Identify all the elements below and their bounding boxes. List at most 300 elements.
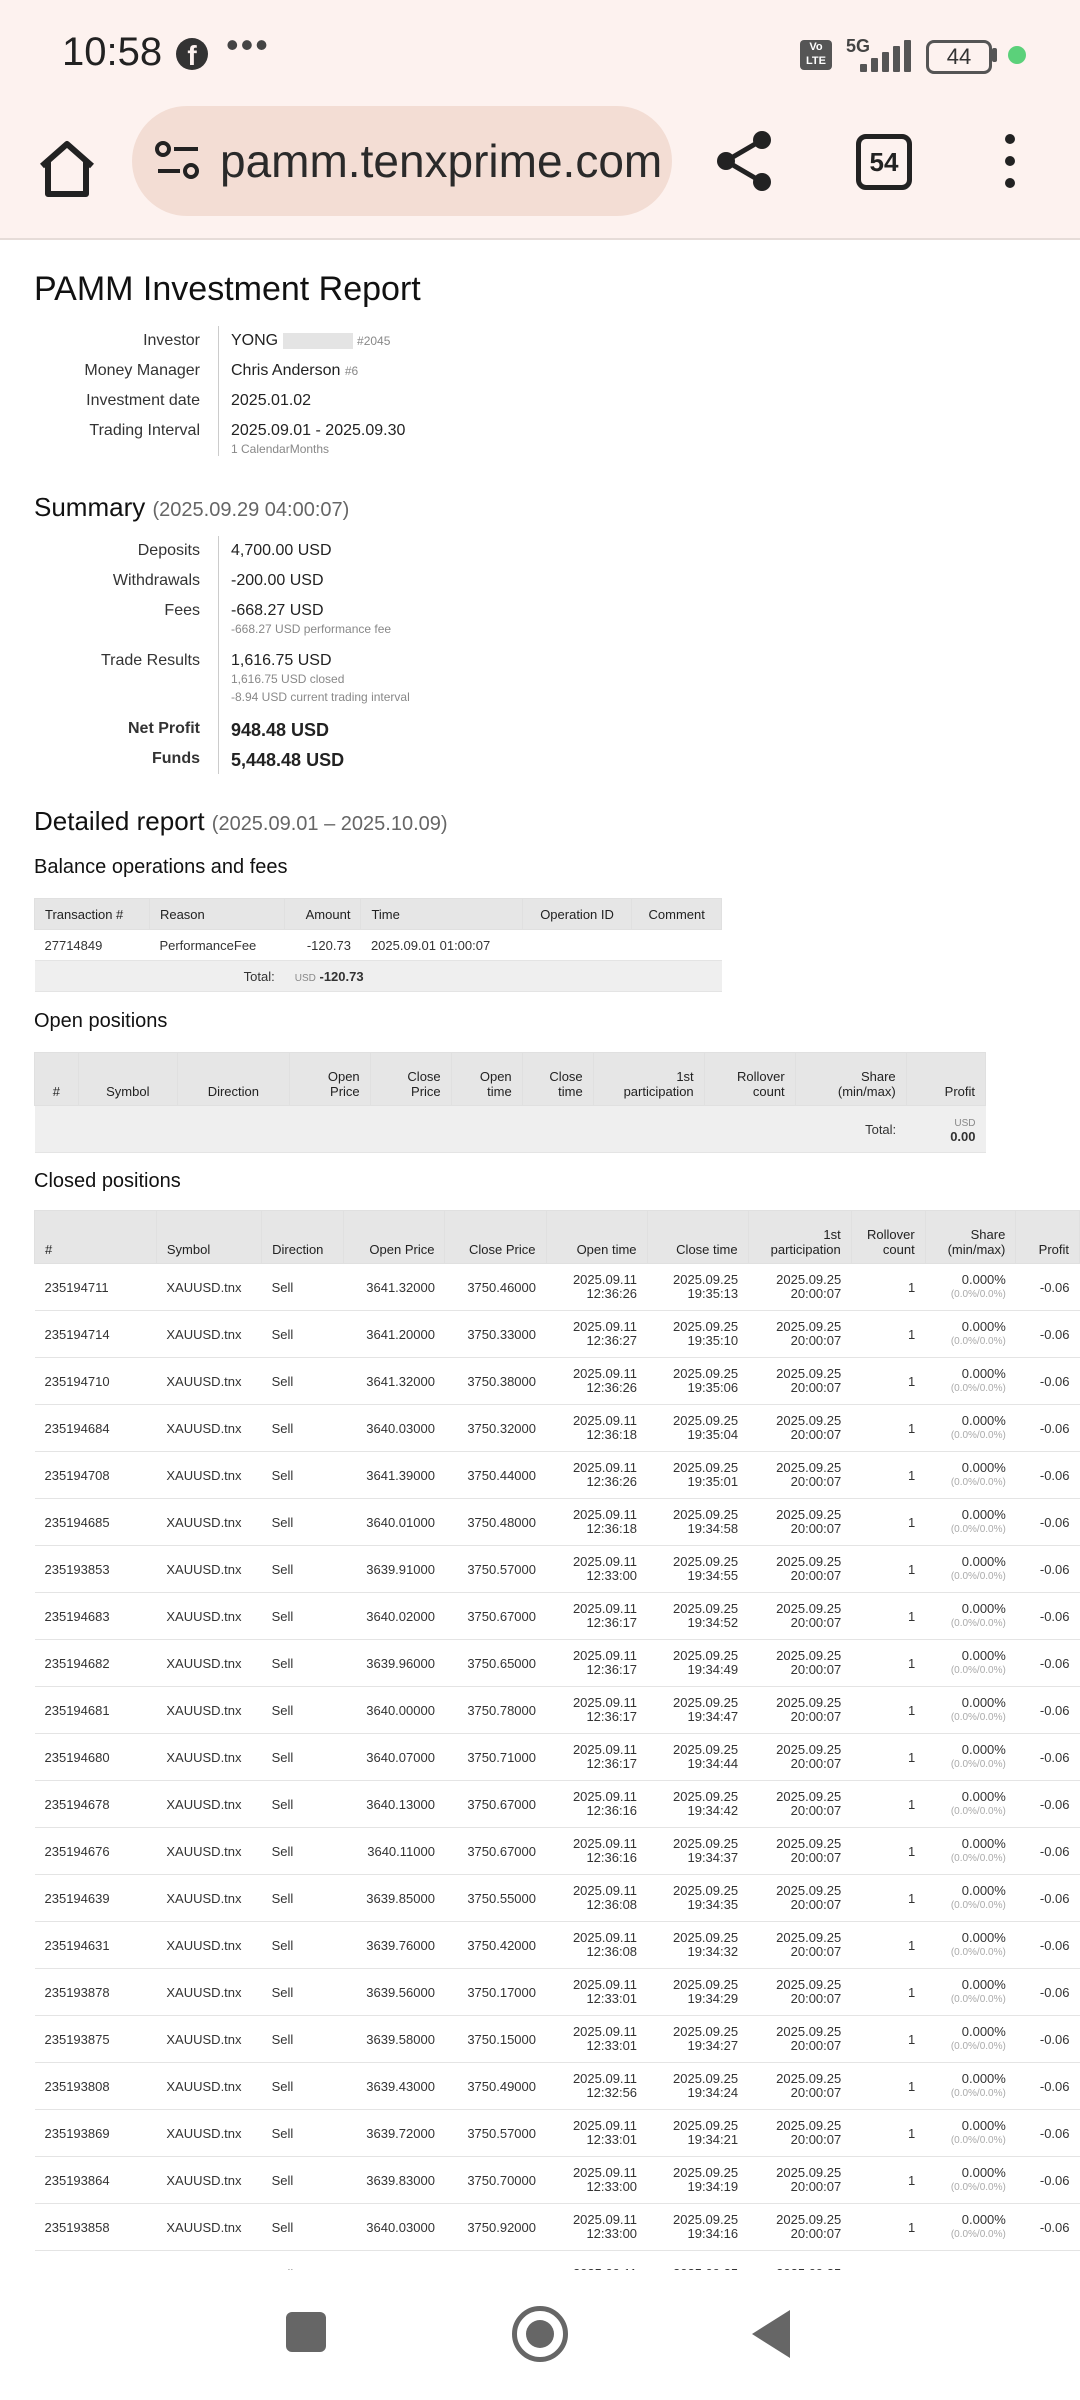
cell-direction: Sell <box>262 2110 344 2157</box>
home-button[interactable] <box>512 2306 568 2362</box>
cell-share: 0.000% (0.0%/0.0%) <box>925 2063 1016 2110</box>
summary-timestamp: (2025.09.29 04:00:07) <box>152 499 350 521</box>
cell-id: 235194708 <box>35 1452 157 1499</box>
cell-direction: Sell <box>262 1311 344 1358</box>
cell-profit: -0.06 <box>1016 1640 1080 1687</box>
col-direction: Direction <box>262 1211 344 1264</box>
closed-positions-table <box>34 1210 1080 2298</box>
cell-open-price: 3640.03000 <box>344 2204 445 2251</box>
cell-rollover: 1 <box>851 1311 925 1358</box>
cell-open-time: 2025.09.11 12:36:17 <box>546 1734 647 1781</box>
table-row <box>35 1405 1080 1452</box>
cell-close-time: 2025.09.25 19:34:27 <box>647 2016 748 2063</box>
open-positions-table <box>34 1052 986 1153</box>
cell-direction: Sell <box>262 1546 344 1593</box>
cell-open-time: 2025.09.11 12:36:17 <box>546 1640 647 1687</box>
col-id: # <box>35 1053 79 1106</box>
cell-profit: -0.06 <box>1016 1358 1080 1405</box>
cell-profit: -0.06 <box>1016 1687 1080 1734</box>
table-row <box>35 1499 1080 1546</box>
cell-participation: 2025.09.25 20:00:07 <box>748 1734 851 1781</box>
cell-close-price: 3750.44000 <box>445 1452 546 1499</box>
cell-open-price: 3640.11000 <box>344 1828 445 1875</box>
table-row <box>35 2063 1080 2110</box>
cell-rollover: 1 <box>851 1734 925 1781</box>
cell-participation: 2025.09.25 20:00:07 <box>748 1452 851 1499</box>
manager-label: Money Manager <box>84 362 200 379</box>
funds-value: 5,448.48 USD <box>231 750 345 770</box>
cell-profit: -0.06 <box>1016 1781 1080 1828</box>
col-share: Share (min/max) <box>925 1211 1016 1264</box>
cell-open-time: 2025.09.11 12:33:01 <box>546 1969 647 2016</box>
cell-id: 235194684 <box>35 1405 157 1452</box>
cell-direction: Sell <box>262 1452 344 1499</box>
cell-share: 0.000% (0.0%/0.0%) <box>925 1264 1016 1311</box>
cell-close-price: 3750.57000 <box>445 1546 546 1593</box>
trading-interval: 2025.09.01 - 2025.09.30 <box>231 422 406 439</box>
cell-share: 0.000% (0.0%/0.0%) <box>925 1499 1016 1546</box>
cell-share: 0.000% (0.0%/0.0%) <box>925 1969 1016 2016</box>
cell-close-time: 2025.09.25 19:34:37 <box>647 1828 748 1875</box>
cell-participation: 2025.09.25 20:00:07 <box>748 2063 851 2110</box>
cell-open-time: 2025.09.11 12:36:26 <box>546 1358 647 1405</box>
cell: 27714849 <box>35 930 150 961</box>
cell-open-time: 2025.09.11 12:33:01 <box>546 2110 647 2157</box>
investment-date: 2025.01.02 <box>231 392 312 409</box>
cell-close-time: 2025.09.25 19:34:52 <box>647 1593 748 1640</box>
cell-participation: 2025.09.25 20:00:07 <box>748 1781 851 1828</box>
cell-profit: -0.06 <box>1016 1593 1080 1640</box>
cell: 2025.09.01 01:00:07 <box>361 930 522 961</box>
cell-rollover: 1 <box>851 2110 925 2157</box>
cell-participation: 2025.09.25 20:00:07 <box>748 1264 851 1311</box>
cell-id: 235194683 <box>35 1593 157 1640</box>
cell-close-price: 3750.46000 <box>445 1264 546 1311</box>
cell-direction: Sell <box>262 1593 344 1640</box>
cell-symbol: XAUUSD.tnx <box>156 2016 261 2063</box>
cell-share: 0.000% (0.0%/0.0%) <box>925 2157 1016 2204</box>
cell-open-time: 2025.09.11 12:36:26 <box>546 1452 647 1499</box>
cell-close-time: 2025.09.25 19:34:42 <box>647 1781 748 1828</box>
table-row <box>35 1264 1080 1311</box>
cell-symbol: XAUUSD.tnx <box>156 1405 261 1452</box>
cell-close-price: 3750.48000 <box>445 1499 546 1546</box>
cell-share: 0.000% (0.0%/0.0%) <box>925 1311 1016 1358</box>
overflow-menu-icon[interactable] <box>1000 134 1020 190</box>
col-close-time: Close time <box>647 1211 748 1264</box>
cell-close-price: 3750.42000 <box>445 1922 546 1969</box>
table-row <box>35 1828 1080 1875</box>
table-row <box>35 1546 1080 1593</box>
table-row <box>35 1640 1080 1687</box>
fees-value: -668.27 USD <box>231 602 324 619</box>
summary-title: Summary (2025.09.29 04:00:07) <box>34 492 350 522</box>
trade-results-label: Trade Results <box>101 652 200 669</box>
col-reason: Reason <box>149 899 284 930</box>
cell-close-time: 2025.09.25 19:34:16 <box>647 2204 748 2251</box>
cell-symbol: XAUUSD.tnx <box>156 1499 261 1546</box>
cell-rollover: 1 <box>851 1405 925 1452</box>
col-close-time: Close time <box>522 1053 593 1106</box>
cell-close-time: 2025.09.25 19:34:44 <box>647 1734 748 1781</box>
cell-close-time: 2025.09.25 19:34:35 <box>647 1875 748 1922</box>
cell-open-time: 2025.09.11 12:33:01 <box>546 2016 647 2063</box>
cell-profit: -0.06 <box>1016 1499 1080 1546</box>
closed-positions-title: Closed positions <box>34 1170 181 1192</box>
total-value: 0.00 <box>950 1129 976 1144</box>
cell-open-time: 2025.09.11 12:36:08 <box>546 1922 647 1969</box>
cell-rollover: 1 <box>851 2016 925 2063</box>
cell-open-time: 2025.09.11 12:36:18 <box>546 1499 647 1546</box>
cell-profit: -0.06 <box>1016 1311 1080 1358</box>
cell <box>522 930 632 961</box>
cell-open-price: 3640.03000 <box>344 1405 445 1452</box>
cell-close-price: 3750.67000 <box>445 1781 546 1828</box>
cell-direction: Sell <box>262 1781 344 1828</box>
cell-id: 235194639 <box>35 1875 157 1922</box>
cell-direction: Sell <box>262 2016 344 2063</box>
col-open-time: Open time <box>546 1211 647 1264</box>
cell-close-price: 3750.71000 <box>445 1734 546 1781</box>
cell-symbol: XAUUSD.tnx <box>156 2063 261 2110</box>
home-icon[interactable] <box>34 136 100 202</box>
cell-open-price: 3641.32000 <box>344 1358 445 1405</box>
table-row <box>35 1311 1080 1358</box>
cell-participation: 2025.09.25 20:00:07 <box>748 2204 851 2251</box>
cell-close-time: 2025.09.25 19:34:29 <box>647 1969 748 2016</box>
cell-open-price: 3639.91000 <box>344 1546 445 1593</box>
col-transaction: Transaction # <box>35 899 150 930</box>
summary-info <box>34 542 634 780</box>
cell-symbol: XAUUSD.tnx <box>156 2110 261 2157</box>
balance-total-row <box>35 961 722 992</box>
col-time: Time <box>361 899 522 930</box>
cell-id: 235194710 <box>35 1358 157 1405</box>
cell-open-price: 3639.58000 <box>344 2016 445 2063</box>
more-notifications-icon: ••• <box>226 24 270 65</box>
col-profit: Profit <box>1016 1211 1080 1264</box>
investor-id: #2045 <box>357 334 391 348</box>
table-row <box>35 1734 1080 1781</box>
page-content <box>0 240 1080 2270</box>
redacted-block <box>283 333 353 349</box>
cell-open-time: 2025.09.11 12:36:17 <box>546 1593 647 1640</box>
cell-id: 235193864 <box>35 2157 157 2204</box>
cell-open-price: 3641.20000 <box>344 1311 445 1358</box>
cell-share: 0.000% (0.0%/0.0%) <box>925 1781 1016 1828</box>
cell-participation: 2025.09.25 20:00:07 <box>748 1828 851 1875</box>
col-participation: 1st participation <box>748 1211 851 1264</box>
open-positions-title: Open positions <box>34 1010 168 1032</box>
cell-symbol: XAUUSD.tnx <box>156 1969 261 2016</box>
col-direction: Direction <box>178 1053 290 1106</box>
manager-name: Chris Anderson <box>231 362 341 379</box>
cell-id: 235193875 <box>35 2016 157 2063</box>
cell-profit: -0.06 <box>1016 1264 1080 1311</box>
cell-share: 0.000% (0.0%/0.0%) <box>925 1828 1016 1875</box>
cell-rollover: 1 <box>851 1593 925 1640</box>
cell-id: 235193853 <box>35 1546 157 1593</box>
net-profit-label: Net Profit <box>128 720 200 737</box>
funds-label: Funds <box>152 750 200 767</box>
col-rollover: Rollover count <box>704 1053 795 1106</box>
cell-open-price: 3639.96000 <box>344 1640 445 1687</box>
cell-rollover: 1 <box>851 1922 925 1969</box>
cell-direction: Sell <box>262 1358 344 1405</box>
network-type: 5G <box>846 36 871 56</box>
table-row <box>35 1358 1080 1405</box>
cell-close-price: 3750.32000 <box>445 1405 546 1452</box>
col-symbol: Symbol <box>156 1211 261 1264</box>
cell-direction: Sell <box>262 1264 344 1311</box>
cell-open-time: 2025.09.11 12:33:00 <box>546 1546 647 1593</box>
cell-rollover: 1 <box>851 1875 925 1922</box>
table-row <box>35 1969 1080 2016</box>
closed-positions-body <box>35 1264 1080 2298</box>
investor-info <box>34 332 634 456</box>
cell-participation: 2025.09.25 20:00:07 <box>748 1922 851 1969</box>
cell-close-price: 3750.57000 <box>445 2110 546 2157</box>
cell-participation: 2025.09.25 20:00:07 <box>748 2016 851 2063</box>
col-open-price: Open Price <box>344 1211 445 1264</box>
cell-rollover: 1 <box>851 2204 925 2251</box>
total-label: Total: <box>35 1106 907 1153</box>
cell-close-price: 3750.67000 <box>445 1593 546 1640</box>
cell-close-time: 2025.09.25 19:34:19 <box>647 2157 748 2204</box>
table-row <box>35 2016 1080 2063</box>
cell-share: 0.000% (0.0%/0.0%) <box>925 1875 1016 1922</box>
col-share: Share (min/max) <box>795 1053 906 1106</box>
table-row <box>35 1452 1080 1499</box>
cell-open-time: 2025.09.11 12:32:56 <box>546 2063 647 2110</box>
cell-symbol: XAUUSD.tnx <box>156 1546 261 1593</box>
detailed-report-range: (2025.09.01 – 2025.10.09) <box>211 813 448 835</box>
cell-id: 235194681 <box>35 1687 157 1734</box>
cell-symbol: XAUUSD.tnx <box>156 1640 261 1687</box>
cell-close-price: 3750.92000 <box>445 2204 546 2251</box>
site-settings-icon[interactable] <box>154 140 202 180</box>
cell-close-time: 2025.09.25 19:34:47 <box>647 1687 748 1734</box>
investor-label: Investor <box>143 332 200 349</box>
net-profit-value: 948.48 USD <box>231 720 330 740</box>
cell-id: 235194676 <box>35 1828 157 1875</box>
cell-open-price: 3641.39000 <box>344 1452 445 1499</box>
back-button[interactable] <box>752 2310 790 2358</box>
cell-close-time: 2025.09.25 19:34:49 <box>647 1640 748 1687</box>
cell-open-price: 3640.02000 <box>344 1593 445 1640</box>
balance-header-row <box>35 899 722 930</box>
cell-profit: -0.06 <box>1016 1405 1080 1452</box>
cell-id: 235194714 <box>35 1311 157 1358</box>
cell-close-time: 2025.09.25 19:35:10 <box>647 1311 748 1358</box>
col-open-time: Open time <box>451 1053 522 1106</box>
cell-symbol: XAUUSD.tnx <box>156 1875 261 1922</box>
balance-row <box>35 930 722 961</box>
col-symbol: Symbol <box>78 1053 177 1106</box>
cell-id: 235193808 <box>35 2063 157 2110</box>
col-id: # <box>35 1211 157 1264</box>
cell-profit: -0.06 <box>1016 1734 1080 1781</box>
cell-open-price: 3640.13000 <box>344 1781 445 1828</box>
cell-direction: Sell <box>262 1734 344 1781</box>
cell-direction: Sell <box>262 1640 344 1687</box>
trade-closed-note: 1,616.75 USD closed <box>231 672 345 686</box>
cell-close-time: 2025.09.25 19:34:21 <box>647 2110 748 2157</box>
cell-profit: -0.06 <box>1016 2110 1080 2157</box>
address-bar[interactable] <box>132 106 672 216</box>
cell-open-time: 2025.09.11 12:36:17 <box>546 1687 647 1734</box>
investment-date-label: Investment date <box>86 392 200 409</box>
cell-rollover: 1 <box>851 1781 925 1828</box>
cell-close-price: 3750.67000 <box>445 1828 546 1875</box>
url-text[interactable]: pamm.tenxprime.com <box>220 135 663 187</box>
cell-participation: 2025.09.25 20:00:07 <box>748 2157 851 2204</box>
cell-symbol: XAUUSD.tnx <box>156 1311 261 1358</box>
table-row <box>35 2110 1080 2157</box>
table-row <box>35 1593 1080 1640</box>
total-value: -120.73 <box>319 968 364 984</box>
cell-symbol: XAUUSD.tnx <box>156 1922 261 1969</box>
cell-participation: 2025.09.25 20:00:07 <box>748 1546 851 1593</box>
open-total-row <box>35 1106 986 1153</box>
trade-interval-note: -8.94 USD current trading interval <box>231 690 410 704</box>
cell-rollover: 1 <box>851 1969 925 2016</box>
cell-profit: -0.06 <box>1016 2063 1080 2110</box>
cell-share: 0.000% (0.0%/0.0%) <box>925 1687 1016 1734</box>
cell-direction: Sell <box>262 1828 344 1875</box>
cell-participation: 2025.09.25 20:00:07 <box>748 1311 851 1358</box>
cell-direction: Sell <box>262 2157 344 2204</box>
table-row <box>35 2204 1080 2251</box>
cell-close-time: 2025.09.25 19:34:58 <box>647 1499 748 1546</box>
cell-share: 0.000% (0.0%/0.0%) <box>925 2110 1016 2157</box>
cell-participation: 2025.09.25 20:00:07 <box>748 1875 851 1922</box>
volte-icon: Vo LTE <box>800 40 832 70</box>
fees-note: -668.27 USD performance fee <box>231 622 392 636</box>
cell-rollover: 1 <box>851 1499 925 1546</box>
recents-button[interactable] <box>286 2312 326 2352</box>
cell-close-time: 2025.09.25 19:35:04 <box>647 1405 748 1452</box>
cell-symbol: XAUUSD.tnx <box>156 1828 261 1875</box>
investor-name: YONG <box>231 332 279 349</box>
cell-participation: 2025.09.25 20:00:07 <box>748 1969 851 2016</box>
total-currency: USD <box>294 972 316 984</box>
page-title: PAMM Investment Report <box>34 270 421 308</box>
cell-direction: Sell <box>262 1875 344 1922</box>
cell-share: 0.000% (0.0%/0.0%) <box>925 1405 1016 1452</box>
cell-profit: -0.06 <box>1016 1452 1080 1499</box>
battery-tip <box>992 48 997 62</box>
cell-direction: Sell <box>262 1922 344 1969</box>
system-nav-bar <box>0 2270 1080 2400</box>
deposits-value: 4,700.00 USD <box>231 542 332 559</box>
cell-rollover: 1 <box>851 2157 925 2204</box>
detailed-report-title: Detailed report (2025.09.01 – 2025.10.09) <box>34 806 448 836</box>
cell-rollover: 1 <box>851 1546 925 1593</box>
total-currency: USD <box>954 1118 976 1129</box>
cell-direction: Sell <box>262 2063 344 2110</box>
privacy-indicator-dot <box>1008 46 1026 64</box>
table-row <box>35 1922 1080 1969</box>
cell-close-price: 3750.38000 <box>445 1358 546 1405</box>
cell-open-price: 3640.01000 <box>344 1499 445 1546</box>
cell-close-price: 3750.70000 <box>445 2157 546 2204</box>
cell: PerformanceFee <box>149 930 284 961</box>
table-row <box>35 1875 1080 1922</box>
col-close-price: Close Price <box>445 1211 546 1264</box>
cell-open-price: 3640.07000 <box>344 1734 445 1781</box>
cell-close-price: 3750.78000 <box>445 1687 546 1734</box>
cell-close-time: 2025.09.25 19:34:24 <box>647 2063 748 2110</box>
cell-rollover: 1 <box>851 1828 925 1875</box>
cell-participation: 2025.09.25 20:00:07 <box>748 1640 851 1687</box>
cell-id: 235194682 <box>35 1640 157 1687</box>
cell-rollover: 1 <box>851 1358 925 1405</box>
cell <box>632 930 722 961</box>
closed-header-row <box>35 1211 1080 1264</box>
withdrawals-value: -200.00 USD <box>231 572 324 589</box>
cell-open-time: 2025.09.11 12:36:27 <box>546 1311 647 1358</box>
col-participation: 1st participation <box>593 1053 704 1106</box>
status-bar <box>0 0 1080 110</box>
cell-symbol: XAUUSD.tnx <box>156 1358 261 1405</box>
table-row <box>35 1781 1080 1828</box>
cell-close-time: 2025.09.25 19:34:32 <box>647 1922 748 1969</box>
cell-share: 0.000% (0.0%/0.0%) <box>925 1640 1016 1687</box>
cell-open-time: 2025.09.11 12:33:00 <box>546 2204 647 2251</box>
cell-close-time: 2025.09.25 19:35:06 <box>647 1358 748 1405</box>
cell-symbol: XAUUSD.tnx <box>156 1687 261 1734</box>
cell-direction: Sell <box>262 2204 344 2251</box>
signal-icon <box>850 38 914 72</box>
cell-share: 0.000% (0.0%/0.0%) <box>925 1922 1016 1969</box>
cell-participation: 2025.09.25 20:00:07 <box>748 1405 851 1452</box>
share-icon[interactable] <box>712 128 778 194</box>
cell-participation: 2025.09.25 20:00:07 <box>748 1593 851 1640</box>
cell-open-time: 2025.09.11 12:36:16 <box>546 1781 647 1828</box>
cell-share: 0.000% (0.0%/0.0%) <box>925 1734 1016 1781</box>
cell-symbol: XAUUSD.tnx <box>156 1452 261 1499</box>
col-open-price: Open Price <box>289 1053 370 1106</box>
col-profit: Profit <box>906 1053 985 1106</box>
cell-id: 235194631 <box>35 1922 157 1969</box>
cell-profit: -0.06 <box>1016 1969 1080 2016</box>
deposits-label: Deposits <box>137 542 200 559</box>
cell-id: 235194680 <box>35 1734 157 1781</box>
cell-close-price: 3750.49000 <box>445 2063 546 2110</box>
trade-results-value: 1,616.75 USD <box>231 652 332 669</box>
facebook-icon: f <box>176 38 208 70</box>
cell-open-time: 2025.09.11 12:33:00 <box>546 2157 647 2204</box>
cell-share: 0.000% (0.0%/0.0%) <box>925 1358 1016 1405</box>
cell-profit: -0.06 <box>1016 2204 1080 2251</box>
cell-rollover: 1 <box>851 1687 925 1734</box>
cell-symbol: XAUUSD.tnx <box>156 1781 261 1828</box>
cell-profit: -0.06 <box>1016 2016 1080 2063</box>
cell-id: 235194678 <box>35 1781 157 1828</box>
open-header-row <box>35 1053 986 1106</box>
cell-share: 0.000% (0.0%/0.0%) <box>925 1452 1016 1499</box>
cell-direction: Sell <box>262 1499 344 1546</box>
tabs-button[interactable]: 54 <box>856 134 912 190</box>
col-comment: Comment <box>632 899 722 930</box>
cell-close-time: 2025.09.25 19:35:13 <box>647 1264 748 1311</box>
cell-participation: 2025.09.25 20:00:07 <box>748 1499 851 1546</box>
cell-profit: -0.06 <box>1016 1875 1080 1922</box>
cell-rollover: 1 <box>851 2063 925 2110</box>
total-label: Total: <box>35 961 285 992</box>
cell-rollover: 1 <box>851 1452 925 1499</box>
